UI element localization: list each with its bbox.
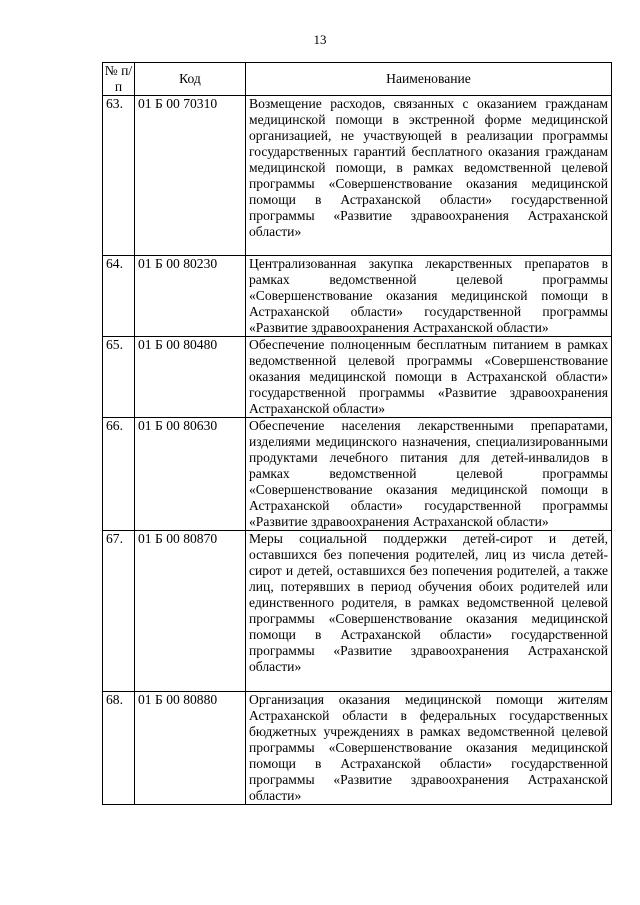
- budget-code-table: [102, 62, 612, 805]
- table-row: [103, 531, 612, 692]
- table-row: [103, 96, 612, 256]
- row-name: Меры социальной поддержки детей-сирот и детей, оставшихся без попечения родителей, лиц из числа детей-сирот и детей, оставшихся без попечения родителей, а также лиц, потерявших в период обучения обоих родителей или единственного родителя, в рамках ведомственной целевой программы «Совершенствование оказания медицинской помощи в Астраханской области» государственной программы «Развитие здравоохранения Астраханской области»: [246, 531, 612, 692]
- row-number: 67.: [103, 531, 135, 692]
- row-code: 01 Б 00 80880: [135, 692, 246, 805]
- table-row: [103, 256, 612, 337]
- row-name: Обеспечение населения лекарственными препаратами, изделиями медицинского назначения, специализированными продуктами лечебного питания для детей-инвалидов в рамках ведомственной целевой программы «Совершенствование оказания медицинской помощи в Астраханской области» государственной программы «Развитие здравоохранения Астраханской области»: [246, 418, 612, 531]
- row-name: Обеспечение полноценным бесплатным питанием в рамках ведомственной целевой программы «Совершенствование оказания медицинской помощи в Астраханской области» государственной программы «Развитие здравоохранения Астраханской области»: [246, 337, 612, 418]
- row-name: Организация оказания медицинской помощи жителям Астраханской области в федеральных государственных бюджетных учреждениях в рамках ведомственной целевой программы «Совершенствование оказания медицинской помощи в Астраханской области» государственной программы «Развитие здравоохранения Астраханской области»: [246, 692, 612, 805]
- row-number: 65.: [103, 337, 135, 418]
- row-name: Централизованная закупка лекарственных препаратов в рамках ведомственной целевой программы «Совершенствование оказания медицинской помощи в Астраханской области» государственной программы «Развитие здравоохранения Астраханской области»: [246, 256, 612, 337]
- table-row: [103, 337, 612, 418]
- table-header-row: [103, 63, 612, 96]
- header-name: Наименование: [246, 63, 612, 96]
- page-number: 13: [313, 32, 327, 47]
- row-number: 68.: [103, 692, 135, 805]
- row-name: Возмещение расходов, связанных с оказанием гражданам медицинской помощи в экстренной форме медицинской организацией, не участвующей в реализации программы государственных гарантий бесплатного оказания гражданам медицинской помощи, в рамках ведомственной целевой программы «Совершенствование оказания медицинской помощи в Астраханской области» государственной программы «Развитие здравоохранения Астраханской области»: [246, 96, 612, 256]
- header-number: № п/п: [103, 63, 135, 96]
- row-number: 63.: [103, 96, 135, 256]
- table-row: [103, 418, 612, 531]
- row-code: 01 Б 00 80230: [135, 256, 246, 337]
- row-code: 01 Б 00 80630: [135, 418, 246, 531]
- row-code: 01 Б 00 80870: [135, 531, 246, 692]
- row-number: 66.: [103, 418, 135, 531]
- row-code: 01 Б 00 70310: [135, 96, 246, 256]
- row-code: 01 Б 00 80480: [135, 337, 246, 418]
- header-code: Код: [135, 63, 246, 96]
- table-row: [103, 692, 612, 805]
- row-number: 64.: [103, 256, 135, 337]
